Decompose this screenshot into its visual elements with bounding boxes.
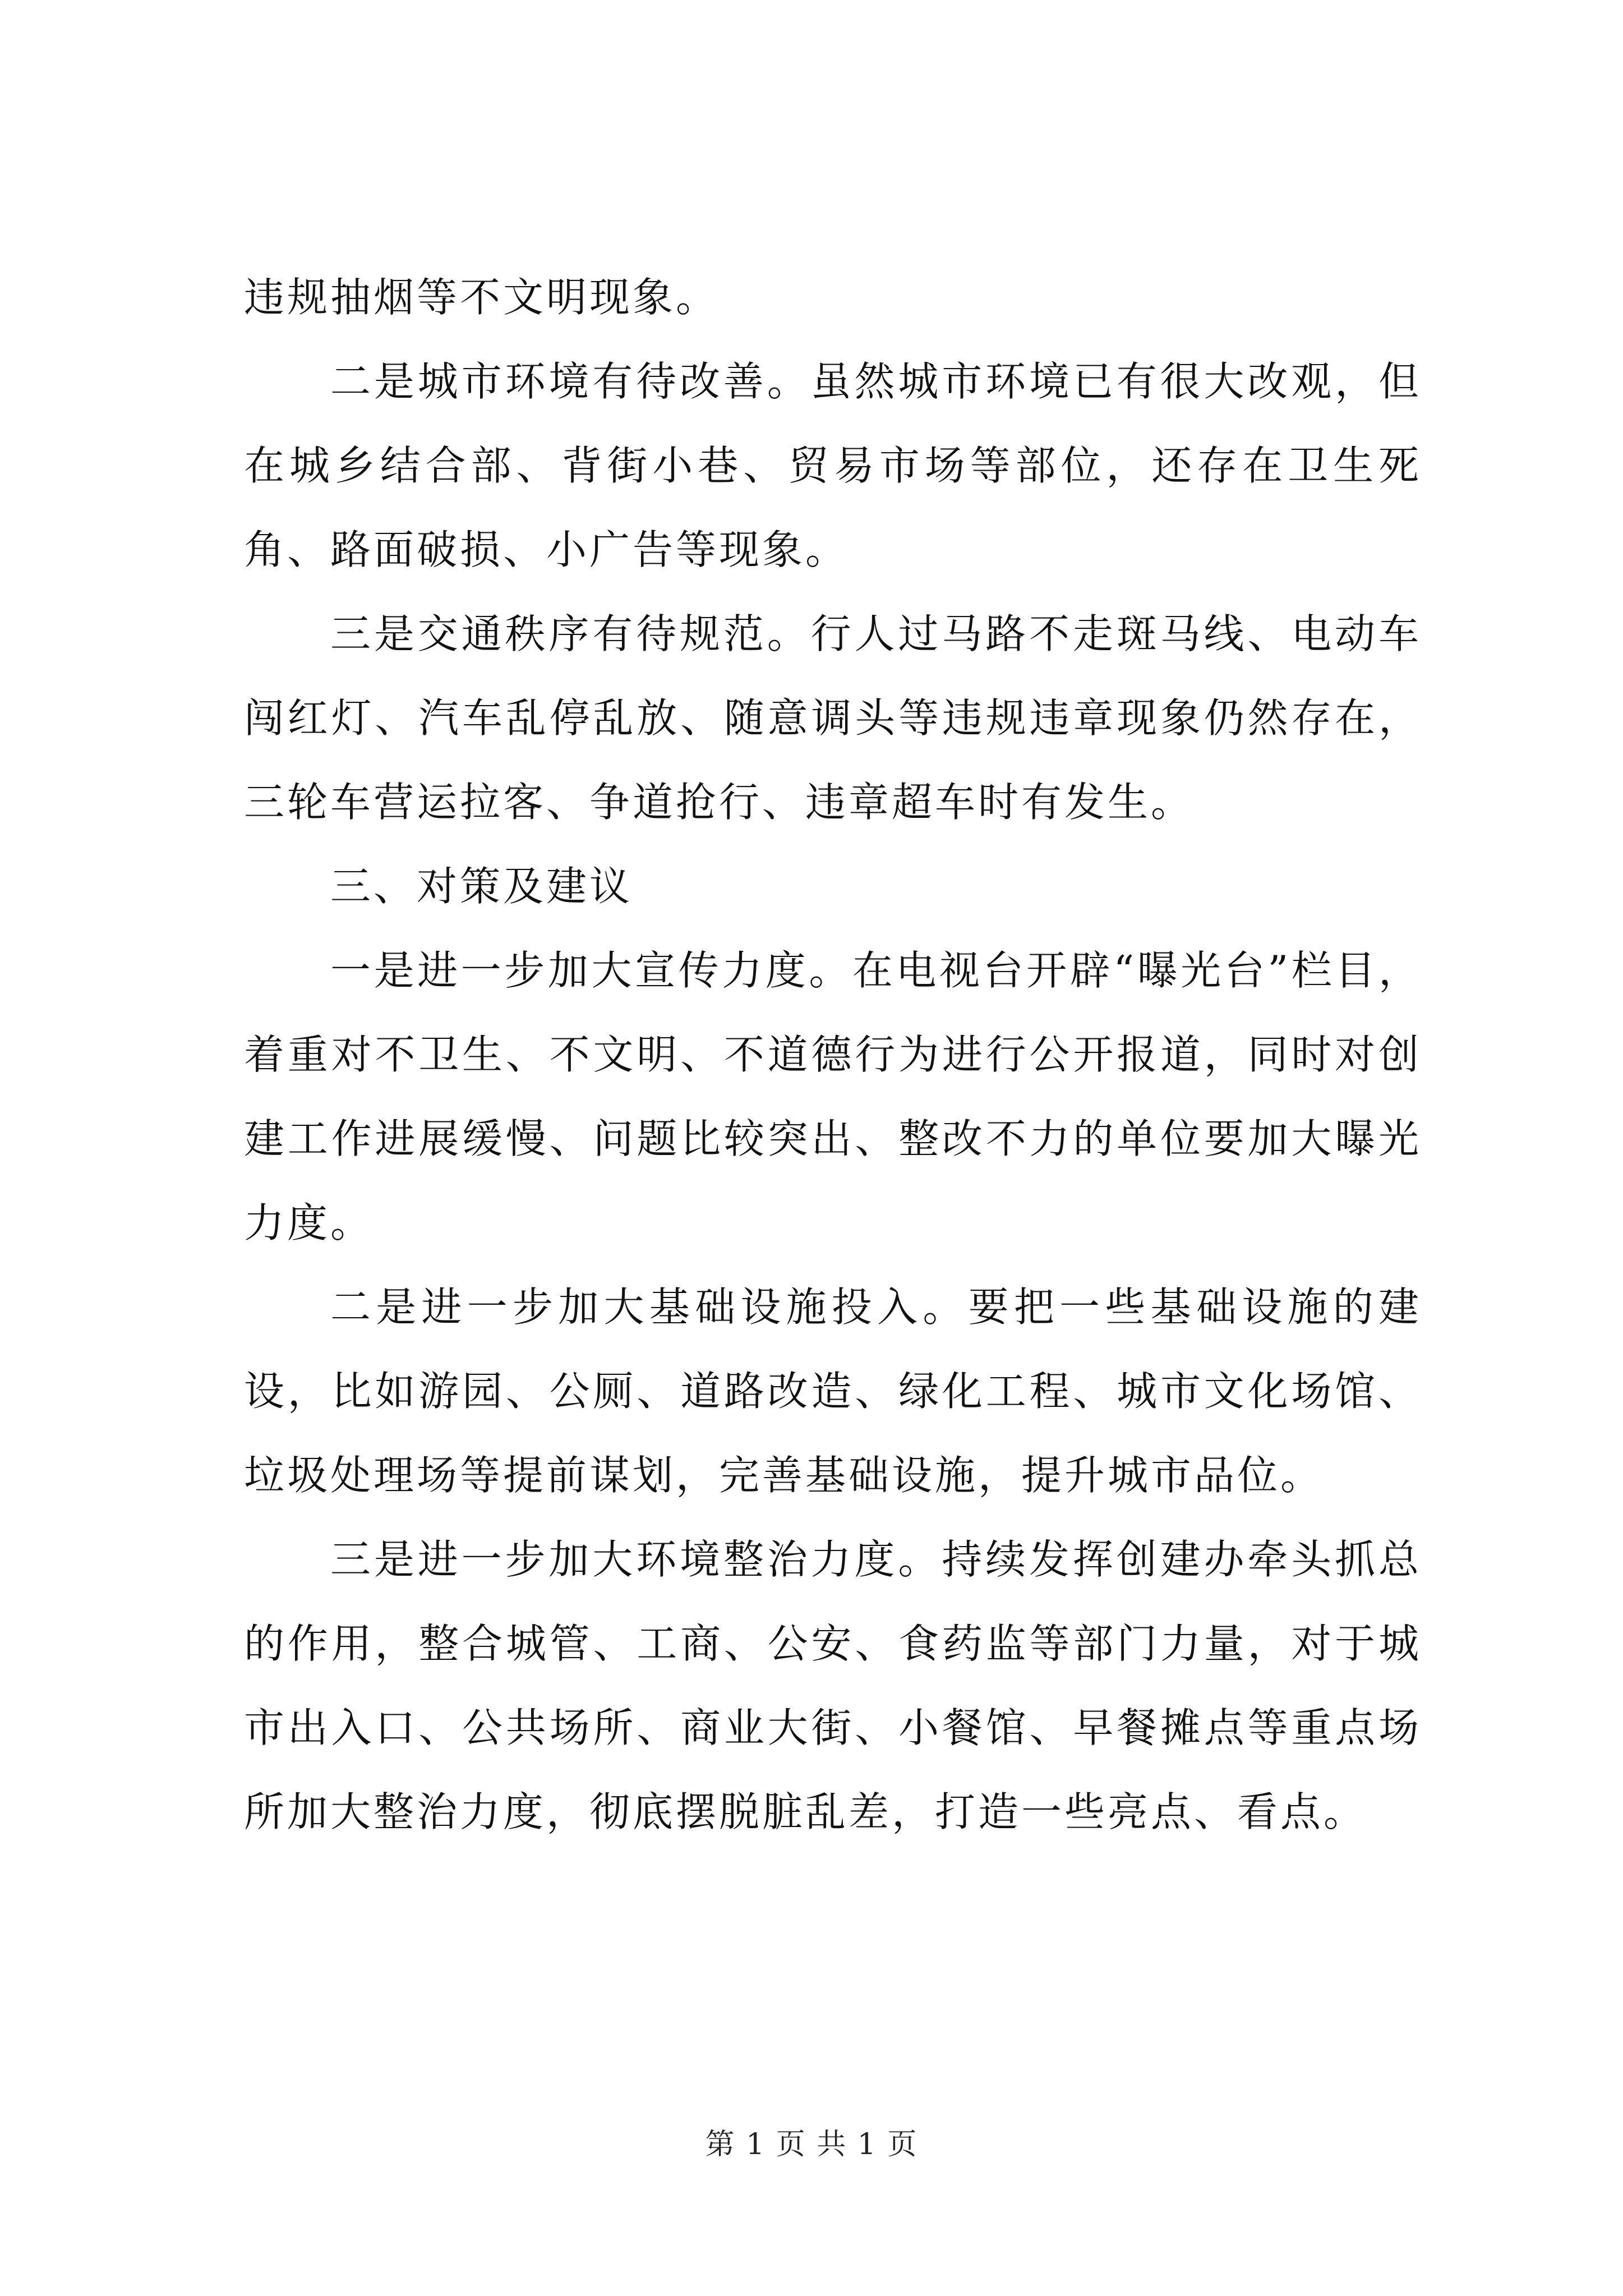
paragraph-traffic-order: 三是交通秩序有待规范。行人过马路不走斑马线、电动车闯红灯、汽车乱停乱放、随意调头等违规违章现象仍然存在，三轮车营运拉客、争道抢行、违章超车时有发生。 [244, 610, 1422, 826]
paragraph-environment-rectification: 三是进一步加大环境整治力度。持续发挥创建办牵头抓总的作用，整合城管、工商、公安、食药监等部门力量，对于城市出入口、公共场所、商业大街、小餐馆、早餐摊点等重点场所加大整治力度，彻底摆脱脏乱差，打造一些亮点、看点。 [244, 1536, 1422, 1835]
document-body [244, 255, 1422, 1854]
paragraph-continuation: 违规抽烟等不文明现象。 [244, 274, 720, 321]
paragraph-publicity: 一是进一步加大宣传力度。在电视台开辟“曝光台”栏目，着重对不卫生、不文明、不道德行为进行公开报道，同时对创建工作进展缓慢、问题比较突出、整改不力的单位要加大曝光力度。 [244, 947, 1422, 1246]
paragraph-infrastructure: 二是进一步加大基础设施投入。要把一些基础设施的建设，比如游园、公厕、道路改造、绿化工程、城市文化场馆、垃圾处理场等提前谋划，完善基础设施，提升城市品位。 [244, 1283, 1422, 1499]
section-heading-countermeasures: 三、对策及建议 [330, 863, 633, 910]
paragraph-city-environment: 二是城市环境有待改善。虽然城市环境已有很大改观，但在城乡结合部、背街小巷、贸易市场等部位，还存在卫生死角、路面破损、小广告等现象。 [244, 358, 1422, 573]
page-number-footer: 第 1 页 共 1 页 [705, 2128, 918, 2161]
